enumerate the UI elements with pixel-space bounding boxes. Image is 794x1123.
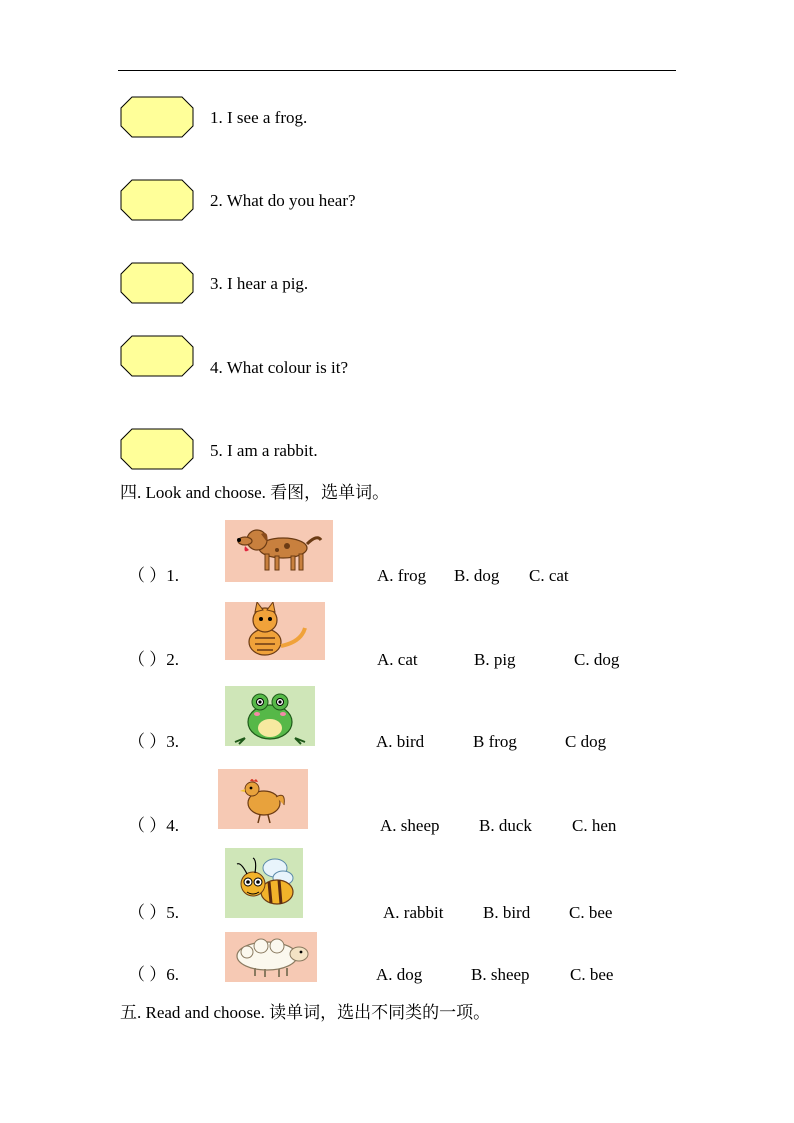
section-5-title: 五. Read and choose. 读单词，选出不同类的一项。: [120, 1003, 491, 1022]
sheep-icon: [225, 932, 317, 982]
answer-paren-5[interactable]: （ ）5.: [128, 903, 179, 922]
option-4-b[interactable]: B. duck: [479, 816, 532, 835]
answer-paren-6[interactable]: （ ）6.: [128, 965, 179, 984]
answer-paren-2[interactable]: （ ）2.: [128, 650, 179, 669]
option-2-a[interactable]: A. cat: [377, 650, 418, 669]
answer-box-4[interactable]: [120, 335, 194, 382]
option-1-b[interactable]: B. dog: [454, 566, 500, 585]
option-6-c[interactable]: C. bee: [570, 965, 614, 984]
option-2-c[interactable]: C. dog: [574, 650, 620, 669]
answer-box-2[interactable]: [120, 179, 194, 226]
sentence-2: 2. What do you hear?: [210, 191, 356, 210]
option-5-c[interactable]: C. bee: [569, 903, 613, 922]
option-3-a[interactable]: A. bird: [376, 732, 425, 751]
sentence-1: 1. I see a frog.: [210, 108, 308, 127]
option-1-c[interactable]: C. cat: [529, 566, 569, 585]
option-4-a[interactable]: A. sheep: [380, 816, 440, 835]
answer-paren-3[interactable]: （ ）3.: [128, 732, 179, 751]
answer-paren-1[interactable]: （ ）1.: [128, 566, 179, 585]
option-6-b[interactable]: B. sheep: [471, 965, 530, 984]
option-5-a[interactable]: A. rabbit: [383, 903, 444, 922]
answer-box-5[interactable]: [120, 428, 194, 475]
option-1-a[interactable]: A. frog: [377, 566, 427, 585]
sentence-3: 3. I hear a pig.: [210, 274, 309, 293]
answer-paren-4[interactable]: （ ）4.: [128, 816, 179, 835]
hen-icon: [218, 769, 308, 829]
cat-icon: [225, 602, 325, 660]
option-4-c[interactable]: C. hen: [572, 816, 617, 835]
frog-icon: [225, 686, 315, 746]
option-5-b[interactable]: B. bird: [483, 903, 531, 922]
section-4-title: 四. Look and choose. 看图，选单词。: [120, 483, 390, 502]
option-3-c[interactable]: C dog: [565, 732, 607, 751]
sentence-4: 4. What colour is it?: [210, 358, 349, 377]
top-rule: [118, 70, 676, 71]
option-3-b[interactable]: B frog: [473, 732, 517, 751]
sentence-5: 5. I am a rabbit.: [210, 441, 318, 460]
bee-icon: [225, 848, 303, 918]
option-2-b[interactable]: B. pig: [474, 650, 516, 669]
answer-box-1[interactable]: [120, 96, 194, 143]
dog-icon: [225, 520, 333, 582]
option-6-a[interactable]: A. dog: [376, 965, 423, 984]
answer-box-3[interactable]: [120, 262, 194, 309]
